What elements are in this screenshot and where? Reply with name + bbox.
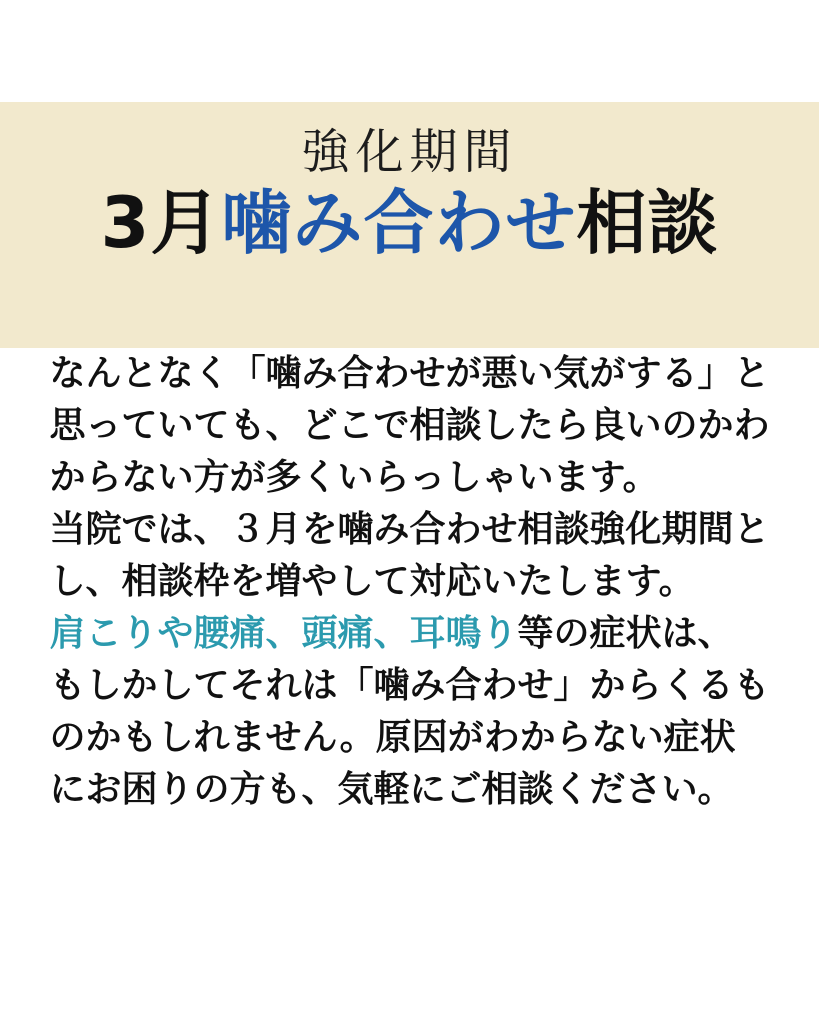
banner-title xyxy=(0,184,819,262)
banner-title-prefix: 3月 xyxy=(100,182,222,264)
symptoms-rest: 等の症状は、もしかしてそれは「噛み合わせ」からくるものかもしれません。原因がわからない症状にお困りの方も、気軽にご相談ください。 xyxy=(49,613,770,810)
banner-title-highlight: 噛み合わせ xyxy=(221,182,577,264)
paragraph-intro: なんとなく「噛み合わせが悪い気がする」と思っていても、どこで相談したら良いのかわからない方が多くいらっしゃいます。 xyxy=(49,353,770,498)
paragraph-clinic-announcement: 当院では、３月を噛み合わせ相談強化期間とし、相談枠を増やして対応いたします。 xyxy=(49,509,770,602)
symptoms-highlight: 肩こりや腰痛、頭痛、耳鳴り xyxy=(49,613,518,654)
paragraph-symptoms xyxy=(50,608,770,816)
banner-title-suffix: 相談 xyxy=(576,182,719,264)
body-text xyxy=(0,348,819,816)
campaign-banner xyxy=(0,102,819,348)
banner-subtitle: 強化期間 xyxy=(301,124,518,180)
